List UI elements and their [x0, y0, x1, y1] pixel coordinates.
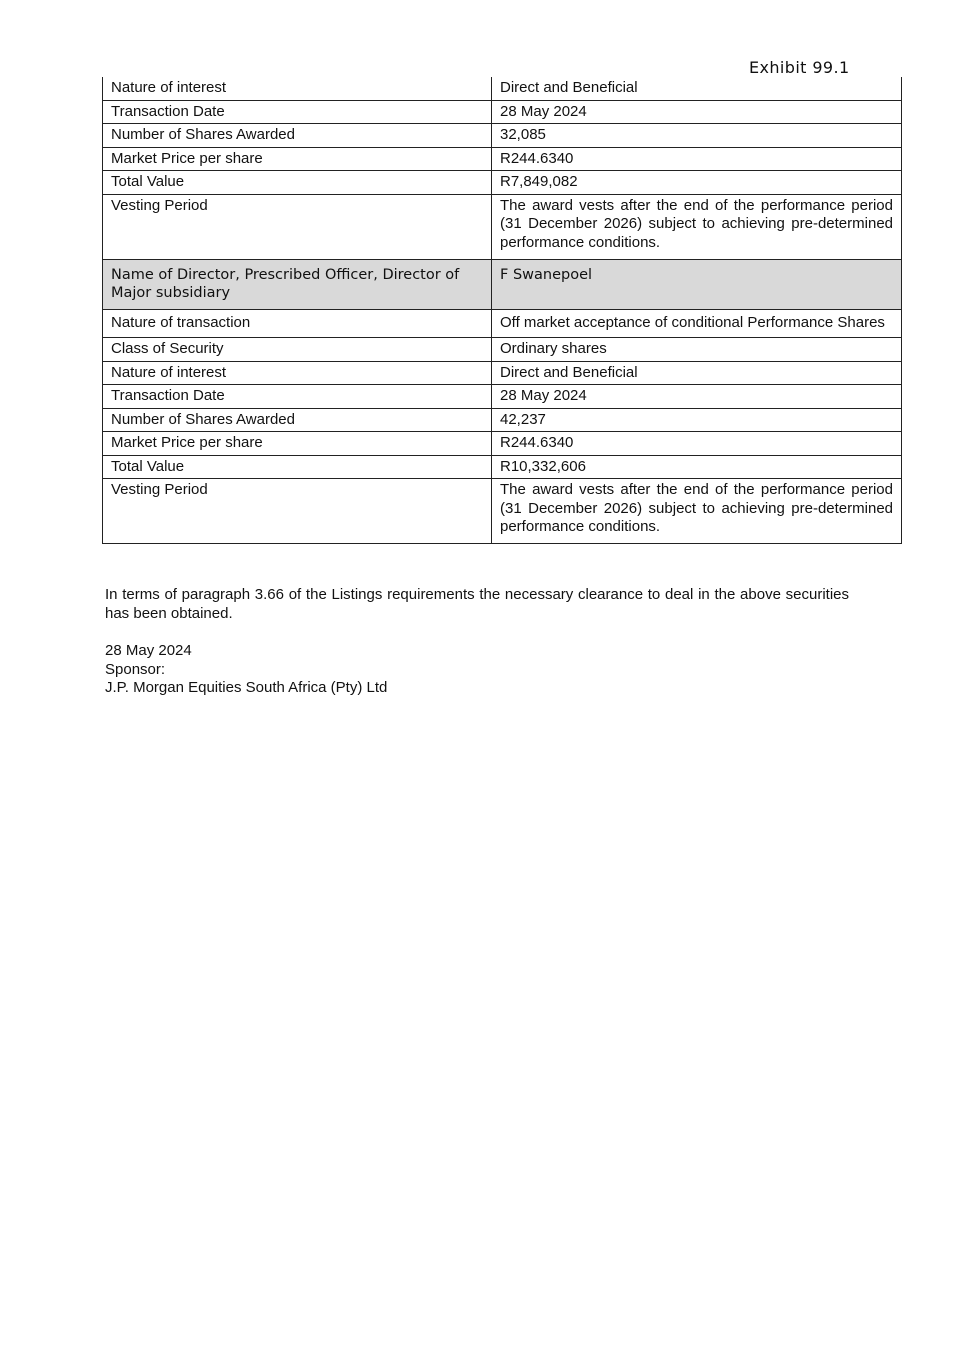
- director-dealing-table: [102, 77, 902, 544]
- row-label: Nature of transaction: [103, 309, 492, 338]
- row-value: 32,085: [492, 124, 902, 148]
- row-label: Class of Security: [103, 338, 492, 362]
- row-value: 28 May 2024: [492, 100, 902, 124]
- row-value: 28 May 2024: [492, 385, 902, 409]
- row-value: R244.6340: [492, 147, 902, 171]
- row-label: Total Value: [103, 455, 492, 479]
- sponsor-label: Sponsor:: [105, 660, 166, 678]
- row-label: Vesting Period: [103, 479, 492, 544]
- table-row: [103, 77, 902, 100]
- row-label: Nature of interest: [103, 361, 492, 385]
- row-label: Total Value: [103, 171, 492, 195]
- director-name: F Swanepoel: [492, 259, 902, 309]
- row-value: The award vests after the end of the performance period (31 December 2026) subject to achieving pre-determined performance conditions.: [492, 479, 902, 544]
- table-row: [103, 147, 902, 171]
- row-label: Transaction Date: [103, 100, 492, 124]
- table-row: [103, 385, 902, 409]
- table-row: [103, 171, 902, 195]
- table-row: [103, 455, 902, 479]
- row-label: Market Price per share: [103, 432, 492, 456]
- row-value: 42,237: [492, 408, 902, 432]
- row-value: The award vests after the end of the performance period (31 December 2026) subject to achieving pre-determined performance conditions.: [492, 194, 902, 259]
- table-row: [103, 479, 902, 544]
- row-value: Direct and Beneficial: [492, 77, 902, 100]
- sponsor-name: J.P. Morgan Equities South Africa (Pty) Ltd: [105, 679, 388, 696]
- row-label: Market Price per share: [103, 147, 492, 171]
- table-row: [103, 432, 902, 456]
- director-name-row: [103, 259, 902, 309]
- exhibit-label: Exhibit 99.1: [749, 58, 850, 77]
- row-value: R244.6340: [492, 432, 902, 456]
- row-label: Number of Shares Awarded: [103, 408, 492, 432]
- table-row: [103, 309, 902, 338]
- row-label: Number of Shares Awarded: [103, 124, 492, 148]
- table-row: [103, 100, 902, 124]
- row-value: Ordinary shares: [492, 338, 902, 362]
- clearance-paragraph: In terms of paragraph 3.66 of the Listings requirements the necessary clearance to deal in the above securities has been obtained.: [105, 586, 849, 622]
- table-row: [103, 124, 902, 148]
- row-label: Transaction Date: [103, 385, 492, 409]
- row-value: R7,849,082: [492, 171, 902, 195]
- table-row: [103, 361, 902, 385]
- announcement-footer: [105, 642, 387, 698]
- row-label: Vesting Period: [103, 194, 492, 259]
- table-row: [103, 194, 902, 259]
- announcement-date: 28 May 2024: [105, 642, 192, 659]
- row-value: Direct and Beneficial: [492, 361, 902, 385]
- row-value: Off market acceptance of conditional Performance Shares: [492, 309, 902, 338]
- row-label: Nature of interest: [103, 77, 492, 100]
- table-row: [103, 408, 902, 432]
- row-value: R10,332,606: [492, 455, 902, 479]
- row-label: Name of Director, Prescribed Officer, Director of Major subsidiary: [103, 259, 492, 309]
- table-row: [103, 338, 902, 362]
